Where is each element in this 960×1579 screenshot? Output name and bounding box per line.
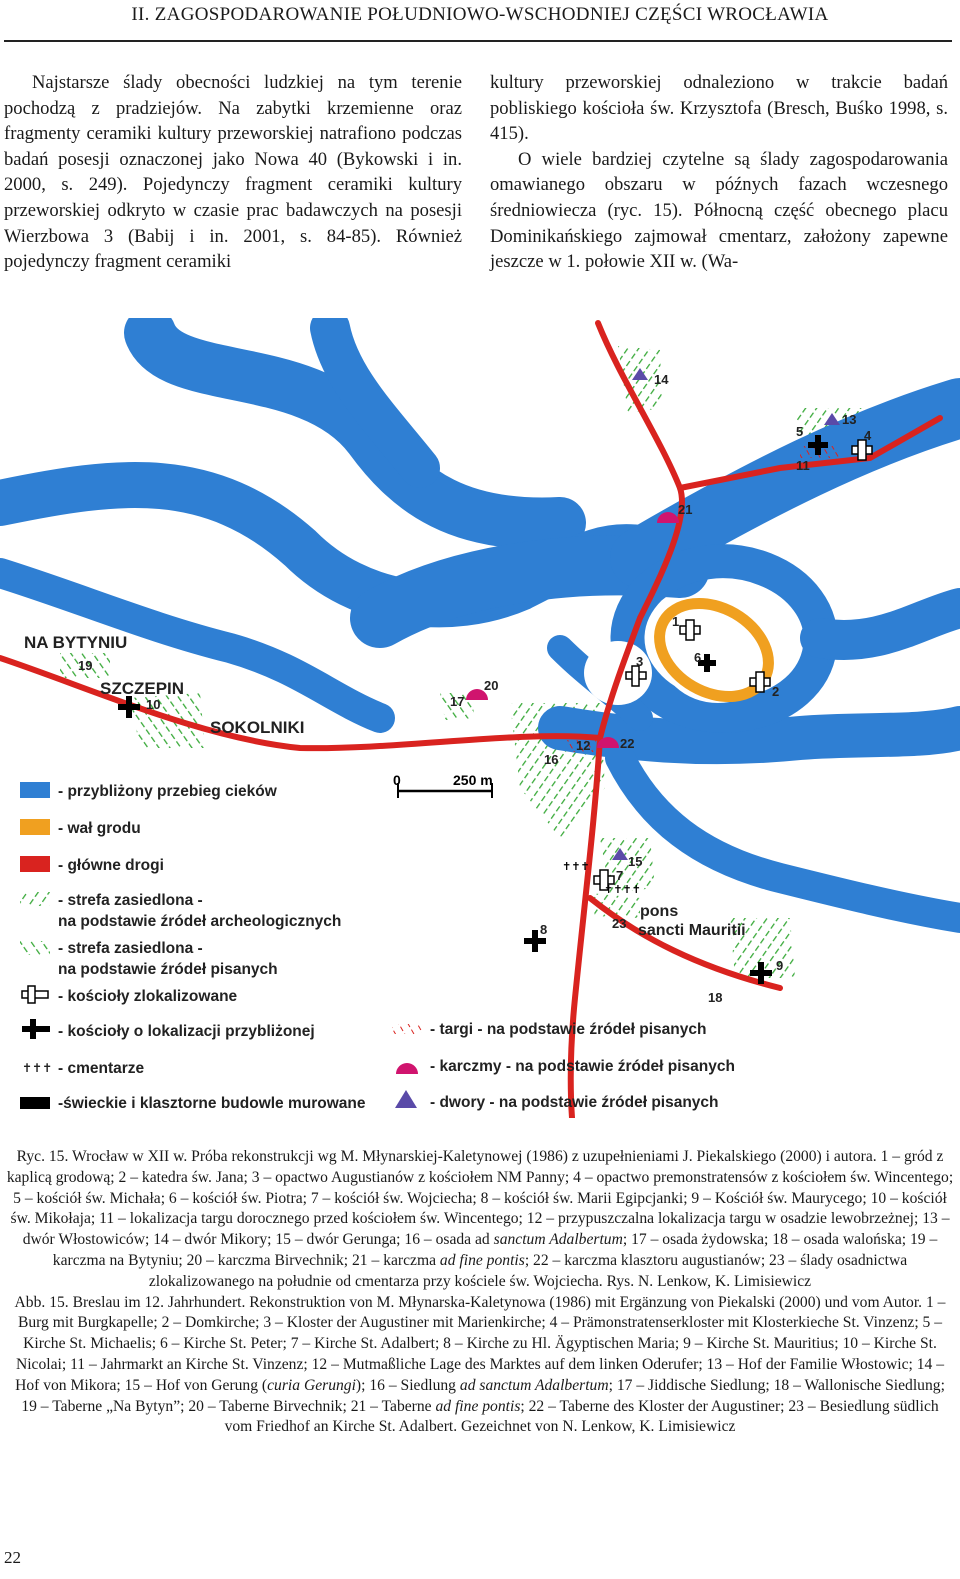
- scale-zero: 0: [393, 772, 401, 788]
- caption-text: ; 17 – Jiddische Siedlung; 18 – Wallonische Siedlung; 19 – Taberne „Na Bytyn”; 20 – Taberne Birvechnik; 21 – Taberne: [21, 1376, 945, 1415]
- map-number: 1: [672, 614, 680, 629]
- text-column-right: [490, 70, 948, 275]
- map-number: 2: [772, 684, 780, 699]
- legend-label-arch-zone-1: - strefa zasiedlona -: [58, 892, 203, 909]
- scale-bar: [393, 772, 493, 798]
- map-number: 9: [776, 958, 784, 973]
- place-label-sokolniki: SOKOLNIKI: [210, 718, 305, 737]
- map-number: 8: [540, 922, 548, 937]
- place-label-pons: pons: [640, 903, 679, 920]
- map-number: 3: [636, 654, 644, 669]
- legend-swatch-rampart: [20, 819, 50, 835]
- historical-map-figure: [0, 318, 960, 1118]
- legend-symbol-cemetery: ✝✝✝: [22, 1061, 53, 1075]
- caption-text: ; 22 – Taberne des Kloster der Augustiner; 23 – Besiedlung südlich vom Friedhof an Kirche St. Adalbert. Gezeichnet von N. Lenkow, K. Limisiewicz: [224, 1397, 939, 1436]
- paragraph: O wiele bardziej czytelne są ślady zagospodarowania omawianego obszaru w późnych fazach wczesnego średniowiecza (ryc. 15). Północną część obecnego placu Dominikańskiego zajmował cmentarz, założony zapewne jeszcze w 1. połowie XII w. (Wa-: [490, 148, 948, 273]
- caption-italic: ad fine pontis: [435, 1397, 521, 1415]
- map-svg: [0, 318, 960, 1118]
- caption-italic: sanctum Adalbertum: [493, 1231, 623, 1249]
- place-label-sancti-mauritii: sancti Mauritii: [638, 922, 746, 939]
- map-number: 5: [796, 424, 804, 439]
- legend-swatch-buildings: [20, 1097, 50, 1109]
- caption-german: [6, 1293, 954, 1439]
- map-number: 17: [450, 694, 465, 709]
- legend-label-written-zone-1: - strefa zasiedlona -: [58, 940, 203, 957]
- legend-label-markets: - targi - na podstawie źródeł pisanych: [430, 1021, 707, 1038]
- map-number: 22: [620, 736, 635, 751]
- legend-symbol-inn: [396, 1063, 418, 1074]
- map-number: 7: [616, 868, 624, 883]
- map-number: 16: [544, 752, 559, 767]
- caption-italic: ad sanctum Adalbertum: [459, 1376, 609, 1394]
- legend-swatch-markets: [392, 1024, 422, 1034]
- paragraph: Najstarsze ślady obecności ludzkiej na tym terenie pochodzą z pradziejów. Na zabytki krzemienne oraz fragmenty ceramiki kultury przeworskiej natrafiono podczas badań posesji oznaczonej jako Nowa 40 (Bykowski i in. 2000, s. 249). Pojedynczy fragment ceramiki kultury przeworskiej odkryto w czasie prac badawczych na posesji Wierzbowa 3 (Babij i in. 2001, s. 84-85). Również pojedynczy fragment ceramiki: [4, 72, 462, 273]
- figure-caption: [6, 1147, 954, 1438]
- legend-label-rampart: - wał grodu: [58, 820, 141, 837]
- river-southeast-arm: [620, 758, 960, 918]
- map-number: 21: [678, 502, 693, 517]
- legend-symbol-church-approx: [22, 1019, 50, 1039]
- map-number: 6: [694, 650, 702, 665]
- cemetery-marks: ✝✝✝: [562, 860, 590, 873]
- scale-value: 250 m: [453, 772, 493, 788]
- legend-label-written-zone-2: na podstawie źródeł pisanych: [58, 961, 278, 978]
- legend-label-roads: - główne drogi: [58, 857, 164, 874]
- legend-label-inns: - karczmy - na podstawie źródeł pisanych: [430, 1058, 735, 1075]
- legend-label-manors: - dwory - na podstawie źródeł pisanych: [430, 1094, 719, 1111]
- legend-label-buildings: -świeckie i klasztorne budowle murowane: [58, 1095, 366, 1112]
- running-title: II. ZAGOSPODAROWANIE POŁUDNIOWO-WSCHODNIEJ CZĘŚCI WROCŁAWIA: [131, 4, 829, 25]
- map-number: 12: [576, 738, 591, 753]
- map-number: 13: [842, 412, 857, 427]
- caption-italic: curia Gerungi: [267, 1376, 356, 1394]
- caption-text: Ryc. 15. Wrocław w XII w. Próba rekonstrukcji wg M. Młynarskiej-Kaletynowej (1986) z uzupełnieniami J. Piekalskiego (2000) i autora. 1 – gród z kaplicą grodową; 2 – katedra św. Jana; 3 – opactwo Augustianów z kościołem NM Panny; 4 – opactwo premonstratensów z kościołem św. Wincentego; 5 – kościół św. Michała; 6 – kościół św. Piotra; 7 – kościół św. Wojciecha; 8 – kościół św. Marii Egipcjanki; 9 – Kościół św. Maurycego; 10 – kościół św. Mikołaja; 11 – lokalizacja targu dorocznego przed kościołem św. Wincentego; 12 – przypuszczalna lokalizacja targu w osadzie lewobrzeżnej; 13 – dwór Włostowiców; 14 – dwór Mikory; 15 – dwór Gerunga; 16 – osada ad: [6, 1148, 954, 1249]
- caption-text: Abb. 15. Breslau im 12. Jahrhundert. Rekonstruktion von M. Młynarska-Kaletynowa (1986) mit Ergänzung von Piekalski (2000) und vom Autor. 1 – Burg mit Burgkapelle; 2 – Domkirche; 3 – Kloster der Augustiner mit Marienkirche; 4 – Prämonstratenserkloster mit Klosterkieche St. Vinzenz; 5 – Kirche St. Michaelis; 6 – Kirche St. Peter; 7 – Kirche St. Adalbert; 8 – Kirche zu Hl. Ägyptischen Maria; 9 – Kirche St. Mauritius; 10 – Kirche St. Nicolai; 11 – Jahrmarkt an Kirche St. Vinzenz; 12 – Mutmaßliche Lage des Marktes auf dem linken Oderufer; 13 – Hof der Familie Włostowic; 14 – Hof von Mikora; 15 – Hof von Gerung (: [14, 1293, 946, 1394]
- legend-swatch-written-zone: [20, 941, 50, 955]
- legend-label-churches-located: - kościoły zlokalizowane: [58, 988, 238, 1005]
- map-number: 15: [628, 854, 643, 869]
- map-number: 18: [708, 990, 723, 1005]
- legend-swatch-rivers: [20, 782, 50, 798]
- legend-swatch-roads: [20, 856, 50, 872]
- map-number: 4: [864, 428, 872, 443]
- place-label-na-bytyniu: NA BYTYNIU: [24, 633, 128, 652]
- caption-italic: ad fine pontis: [439, 1251, 525, 1269]
- legend-label-rivers: - przybliżony przebieg cieków: [58, 783, 277, 800]
- map-number: 14: [654, 372, 669, 387]
- page-number: 22: [4, 1548, 21, 1567]
- map-number: 20: [484, 678, 499, 693]
- caption-polish: [6, 1147, 954, 1293]
- header-rule: [4, 40, 952, 42]
- legend-label-arch-zone-2: na podstawie źródeł archeologicznych: [58, 913, 342, 930]
- caption-text: ; 17 – osada żydowska; 18 – osada walońska; 19 – karczma na Bytyniu; 20 – karczma Birvechnik; 21 – karczma: [52, 1231, 938, 1269]
- map-number: 23: [612, 916, 627, 931]
- river-east-branch: [820, 608, 960, 640]
- legend-symbol-manor: [395, 1090, 417, 1108]
- place-label-szczepin: SZCZEPIN: [100, 679, 185, 698]
- legend-label-churches-approx: - kościoły o lokalizacji przybliżonej: [58, 1023, 315, 1040]
- cemetery-marks: ✝✝✝✝: [604, 883, 641, 896]
- legend-symbol-church-located: [22, 986, 48, 1003]
- legend-label-cemeteries: - cmentarze: [58, 1060, 145, 1077]
- map-number: 10: [146, 697, 161, 712]
- paragraph: kultury przeworskiej odnaleziono w trakcie badań pobliskiego kościoła św. Krzysztofa (Bresch, Buśko 1998, s. 415).: [490, 72, 948, 145]
- map-number: 19: [78, 658, 93, 673]
- caption-text: ; 22 – karczma klasztoru augustianów; 23 – ślady osadnictwa zlokalizowanego na południe od cmentarza przy kościele św. Wojciecha. Rys. N. Lenkow, K. Limisiewicz: [148, 1251, 908, 1290]
- caption-text: ); 16 – Siedlung: [355, 1376, 460, 1394]
- text-column-left: [4, 70, 462, 275]
- map-number: 11: [796, 458, 810, 473]
- legend-swatch-arch-zone: [20, 892, 50, 906]
- page-header: [0, 0, 960, 44]
- map-legend: [20, 782, 735, 1112]
